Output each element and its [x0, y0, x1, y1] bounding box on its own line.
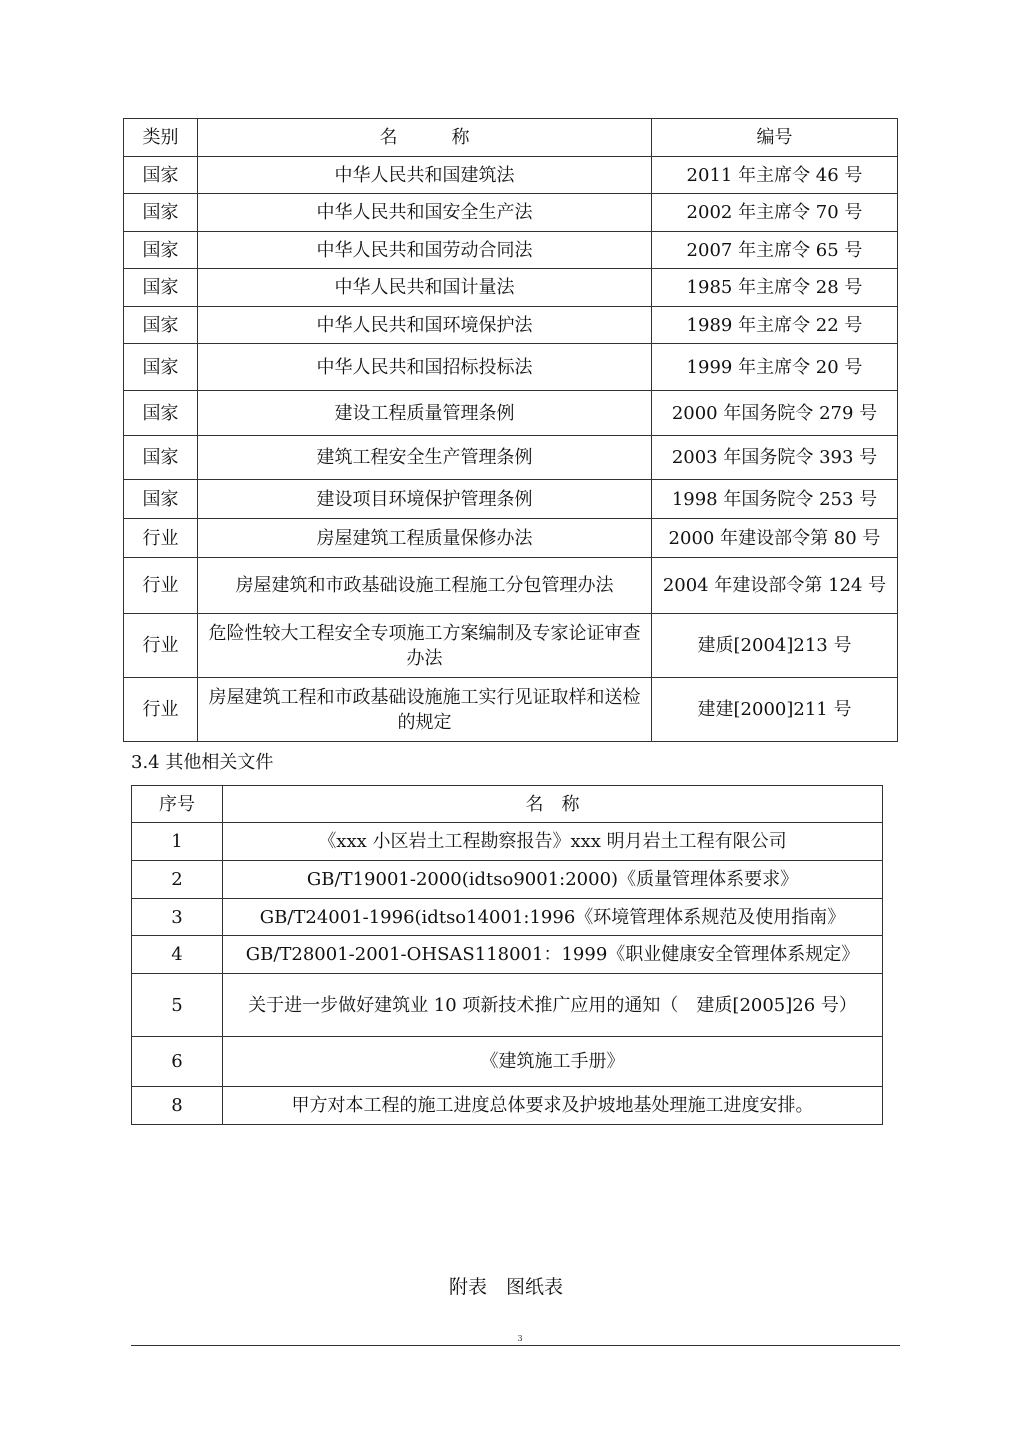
table-row [124, 558, 898, 614]
cell-category: 国家 [124, 436, 198, 480]
header-category: 类别 [124, 119, 198, 157]
cell-name: GB/T19001-2000(idtso9001:2000)《质量管理体系要求》 [223, 861, 883, 899]
table-row [124, 307, 898, 344]
cell-category: 行业 [124, 558, 198, 614]
cell-number: 2007 年主席令 65 号 [652, 232, 898, 269]
table-row [124, 157, 898, 194]
cell-number: 2000 年国务院令 279 号 [652, 391, 898, 436]
cell-name: 房屋建筑工程和市政基础设施施工实行见证取样和送检的规定 [198, 678, 652, 742]
cell-name: 危险性较大工程安全专项施工方案编制及专家论证审查办法 [198, 614, 652, 678]
table-row [132, 823, 883, 861]
cell-number: 建质[2004]213 号 [652, 614, 898, 678]
cell-name: 《建筑施工手册》 [223, 1037, 883, 1087]
table-row [124, 480, 898, 519]
cell-name: 《xxx 小区岩土工程勘察报告》xxx 明月岩土工程有限公司 [223, 823, 883, 861]
cell-number: 建建[2000]211 号 [652, 678, 898, 742]
cell-seq: 6 [132, 1037, 223, 1087]
cell-name: 建筑工程安全生产管理条例 [198, 436, 652, 480]
table-row [132, 1087, 883, 1125]
cell-number: 2003 年国务院令 393 号 [652, 436, 898, 480]
table-row [124, 678, 898, 742]
table-row [132, 861, 883, 899]
laws-regulations-table [123, 118, 898, 742]
cell-name: 中华人民共和国环境保护法 [198, 307, 652, 344]
cell-number: 2011 年主席令 46 号 [652, 157, 898, 194]
cell-name: 建设项目环境保护管理条例 [198, 480, 652, 519]
table-row [132, 974, 883, 1037]
table-row [132, 899, 883, 936]
cell-category: 行业 [124, 614, 198, 678]
cell-category: 国家 [124, 344, 198, 391]
cell-number: 2004 年建设部令第 124 号 [652, 558, 898, 614]
header-number: 编号 [652, 119, 898, 157]
table-row [132, 1037, 883, 1087]
cell-number: 1989 年主席令 22 号 [652, 307, 898, 344]
cell-name: 关于进一步做好建筑业 10 项新技术推广应用的通知（ 建质[2005]26 号） [223, 974, 883, 1037]
cell-seq: 8 [132, 1087, 223, 1125]
cell-seq: 5 [132, 974, 223, 1037]
table-row [124, 194, 898, 232]
cell-category: 国家 [124, 269, 198, 307]
table-row [124, 269, 898, 307]
cell-name: 建设工程质量管理条例 [198, 391, 652, 436]
cell-name: 中华人民共和国安全生产法 [198, 194, 652, 232]
page-number: 3 [517, 1334, 523, 1343]
table-row [124, 232, 898, 269]
table-row [124, 391, 898, 436]
cell-seq: 3 [132, 899, 223, 936]
cell-name: 中华人民共和国劳动合同法 [198, 232, 652, 269]
header-seq: 序号 [132, 786, 223, 823]
cell-number: 2002 年主席令 70 号 [652, 194, 898, 232]
header-name: 名 称 [198, 119, 652, 157]
table-row [124, 436, 898, 480]
section-heading: 3.4 其他相关文件 [131, 752, 274, 773]
footer-divider [131, 1345, 900, 1346]
cell-number: 2000 年建设部令第 80 号 [652, 519, 898, 558]
cell-name: 中华人民共和国建筑法 [198, 157, 652, 194]
header-name: 名 称 [223, 786, 883, 823]
table-header-row [132, 786, 883, 823]
cell-category: 国家 [124, 391, 198, 436]
table-header-row [124, 119, 898, 157]
cell-number: 1999 年主席令 20 号 [652, 344, 898, 391]
cell-number: 1985 年主席令 28 号 [652, 269, 898, 307]
appendix-title: 附表 图纸表 [448, 1276, 563, 1298]
table-row [124, 614, 898, 678]
cell-number: 1998 年国务院令 253 号 [652, 480, 898, 519]
other-documents-table [131, 785, 883, 1125]
cell-seq: 1 [132, 823, 223, 861]
cell-category: 行业 [124, 678, 198, 742]
cell-name: 中华人民共和国招标投标法 [198, 344, 652, 391]
cell-name: GB/T28001-2001-OHSAS118001：1999《职业健康安全管理体系规定》 [223, 936, 883, 974]
table-row [124, 344, 898, 391]
cell-name: 房屋建筑和市政基础设施工程施工分包管理办法 [198, 558, 652, 614]
cell-name: 甲方对本工程的施工进度总体要求及护坡地基处理施工进度安排。 [223, 1087, 883, 1125]
cell-name: 房屋建筑工程质量保修办法 [198, 519, 652, 558]
cell-category: 国家 [124, 307, 198, 344]
table-row [124, 519, 898, 558]
cell-category: 国家 [124, 157, 198, 194]
cell-name: GB/T24001-1996(idtso14001:1996《环境管理体系规范及使用指南》 [223, 899, 883, 936]
table-row [132, 936, 883, 974]
cell-category: 行业 [124, 519, 198, 558]
cell-seq: 4 [132, 936, 223, 974]
cell-name: 中华人民共和国计量法 [198, 269, 652, 307]
cell-category: 国家 [124, 194, 198, 232]
cell-category: 国家 [124, 480, 198, 519]
cell-seq: 2 [132, 861, 223, 899]
cell-category: 国家 [124, 232, 198, 269]
